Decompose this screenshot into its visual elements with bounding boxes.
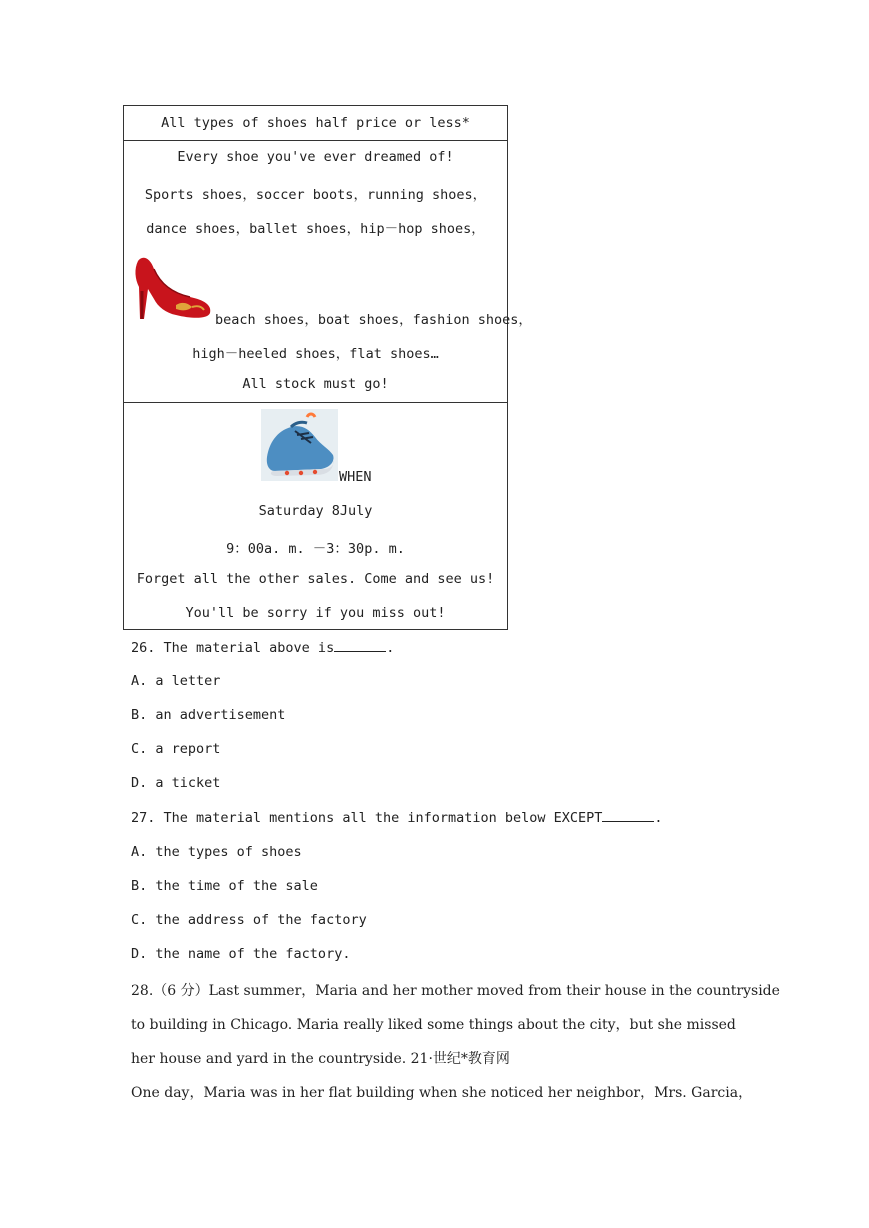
blue-sneaker-image bbox=[261, 409, 338, 481]
sale-time: 9：00a. m. －3：30p. m. bbox=[226, 541, 405, 557]
q26-option-d: D. a ticket bbox=[131, 775, 221, 791]
ad-line-3: dance shoes，ballet shoes，hip－hop shoes， bbox=[146, 221, 485, 237]
passage-line-4: One day，Maria was in her flat building when she noticed her neighbor，Mrs. Garcia， bbox=[131, 1085, 753, 1101]
ad-header: All types of shoes half price or less* bbox=[124, 106, 507, 141]
q27-option-a: A. the types of shoes bbox=[131, 844, 302, 860]
passage-line-2: to building in Chicago. Maria really liked some things about the city，but she missed bbox=[131, 1017, 736, 1033]
slogan-1: Forget all the other sales. Come and see us! bbox=[136, 571, 495, 587]
answer-blank bbox=[334, 639, 386, 652]
ad-line-4: beach shoes，boat shoes，fashion shoes， bbox=[215, 312, 532, 328]
question-27-end: . bbox=[654, 810, 663, 826]
when-label: WHEN bbox=[339, 469, 372, 485]
ad-body bbox=[124, 141, 532, 403]
q27-option-c: C. the address of the factory bbox=[131, 912, 367, 928]
ad-line-6: All stock must go! bbox=[242, 376, 389, 392]
slogan-2: You'll be sorry if you miss out! bbox=[185, 605, 446, 621]
q26-option-a: A. a letter bbox=[131, 673, 221, 689]
ad-line-2: Sports shoes，soccer boots，running shoes， bbox=[144, 187, 487, 203]
passage-line-1: 28.（6 分）Last summer，Maria and her mother moved from their house in the countryside bbox=[131, 983, 780, 999]
question-26 bbox=[131, 639, 394, 656]
question-27 bbox=[131, 809, 663, 826]
ad-line-1: Every shoe you've ever dreamed of! bbox=[177, 149, 454, 165]
ad-line-5: high－heeled shoes，flat shoes… bbox=[192, 346, 439, 362]
ad-footer bbox=[124, 403, 507, 629]
question-26-text: 26. The material above is bbox=[131, 640, 335, 656]
q26-option-c: C. a report bbox=[131, 741, 221, 757]
q27-option-b: B. the time of the sale bbox=[131, 878, 318, 894]
passage-line-3: her house and yard in the countryside. 21·世纪*教育网 bbox=[131, 1051, 510, 1067]
question-27-text: 27. The material mentions all the information below EXCEPT bbox=[131, 810, 603, 826]
red-high-heel-image bbox=[132, 253, 214, 323]
answer-blank bbox=[602, 809, 654, 822]
q27-option-d: D. the name of the factory. bbox=[131, 946, 351, 962]
q26-option-b: B. an advertisement bbox=[131, 707, 286, 723]
advertisement-table bbox=[123, 105, 532, 630]
sale-date: Saturday 8July bbox=[258, 503, 373, 519]
question-26-end: . bbox=[386, 640, 395, 656]
